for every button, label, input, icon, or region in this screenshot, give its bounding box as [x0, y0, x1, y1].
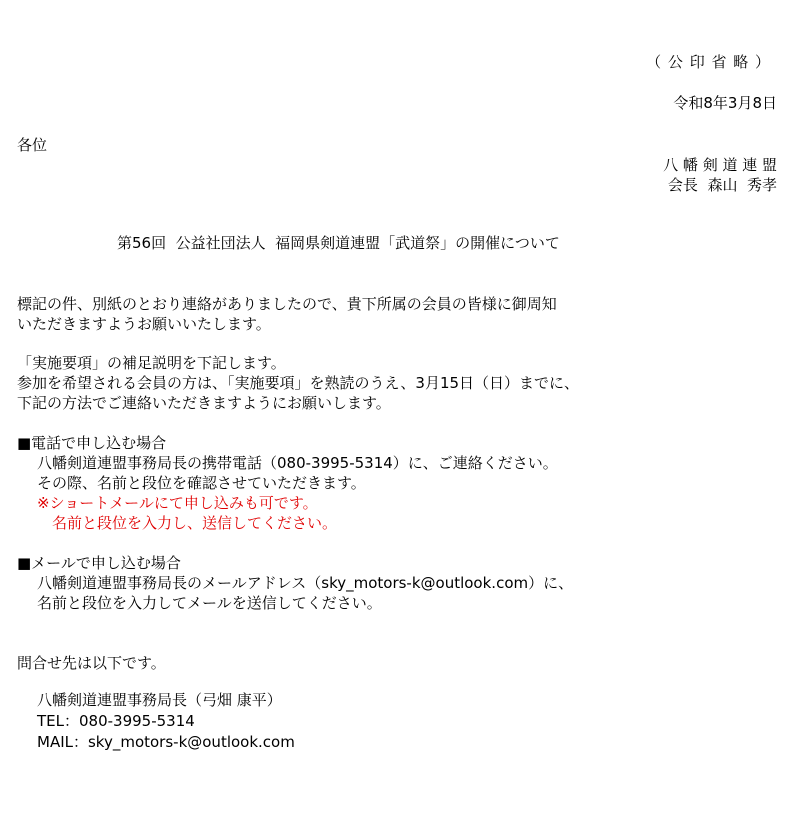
- explanation-line-3: 下記の方法でご連絡いただきますようにお願いします。: [17, 394, 391, 412]
- mail-section-heading: ■メールで申し込む場合: [17, 554, 181, 572]
- contact-tel: TEL：080-3995-5314: [37, 712, 195, 730]
- explanation-line-1: 「実施要項」の補足説明を下記します。: [17, 354, 286, 372]
- phone-section-line-1: 八幡剣道連盟事務局長の携帯電話（080-3995-5314）に、ご連絡ください。: [37, 454, 558, 472]
- mail-section-line-1: 八幡剣道連盟事務局長のメールアドレス（sky_motors-k@outlook.com）に、: [37, 574, 574, 592]
- contact-name: 八幡剣道連盟事務局長（弓畑 康平）: [37, 691, 282, 709]
- document-title: 第56回 公益社団法人 福岡県剣道連盟「武道祭」の開催について: [117, 234, 560, 252]
- phone-section-heading: ■電話で申し込む場合: [17, 434, 167, 452]
- sender-organization: 八 幡 剣 道 連 盟: [663, 156, 777, 174]
- contact-mail: MAIL：sky_motors-k@outlook.com: [37, 733, 295, 751]
- seal-omitted-note: （ 公 印 省 略 ）: [646, 53, 771, 71]
- explanation-line-2: 参加を希望される会員の方は、「実施要項」を熟読のうえ、3月15日（日）までに、: [17, 374, 580, 392]
- phone-section-line-2: その際、名前と段位を確認させていただきます。: [37, 474, 366, 492]
- intro-line-2: いただきますようお願いいたします。: [17, 315, 271, 333]
- addressee: 各位: [17, 136, 48, 154]
- mail-section-line-2: 名前と段位を入力してメールを送信してください。: [37, 594, 382, 612]
- contact-intro: 問合せ先は以下です。: [17, 654, 166, 672]
- document-date: 令和8年3月8日: [673, 94, 777, 112]
- sender-name: 会長 森山 秀孝: [667, 176, 777, 194]
- short-mail-note-1: ※ショートメールにて申し込みも可です。: [37, 494, 318, 512]
- short-mail-note-2: 名前と段位を入力し、送信してください。: [52, 514, 338, 532]
- intro-line-1: 標記の件、別紙のとおり連絡がありましたので、貴下所属の会員の皆様に御周知: [17, 295, 557, 313]
